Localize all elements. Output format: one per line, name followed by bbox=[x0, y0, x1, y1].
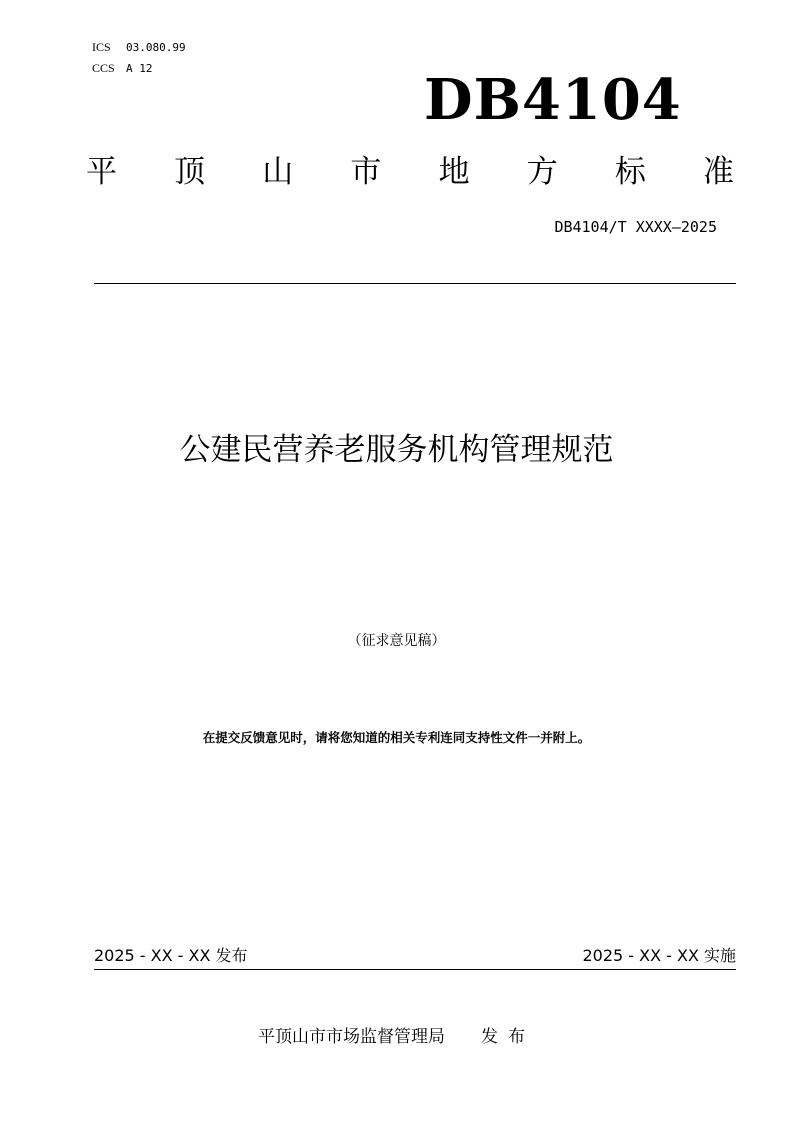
draft-status: （征求意见稿） bbox=[347, 633, 446, 649]
patent-notice: 在提交反馈意见时，请将您知道的相关专利连同支持性文件一并附上。 bbox=[202, 730, 591, 745]
issuer-line bbox=[0, 1024, 793, 1050]
standard-type-char: 市 bbox=[350, 154, 382, 190]
standard-type-char: 顶 bbox=[174, 154, 206, 190]
ics-line bbox=[92, 40, 186, 55]
ccs-value: A 12 bbox=[126, 62, 153, 75]
footer-divider bbox=[94, 969, 736, 970]
standard-number: DB4104/T XXXX—2025 bbox=[554, 218, 717, 236]
header-divider bbox=[94, 283, 736, 284]
ccs-label: CCS bbox=[92, 61, 115, 75]
ccs-line bbox=[92, 61, 153, 76]
standard-type-char: 方 bbox=[526, 154, 558, 190]
issue-word: 发布 bbox=[481, 1027, 535, 1047]
standard-type-char: 山 bbox=[262, 154, 294, 190]
standard-type-heading bbox=[86, 150, 734, 194]
standard-type-char: 标 bbox=[614, 154, 646, 190]
standard-type-char: 准 bbox=[702, 154, 734, 190]
standard-code-logo: DB4104 bbox=[424, 67, 682, 133]
issuer-name: 平顶山市市场监督管理局 bbox=[258, 1027, 445, 1047]
issue-date: 2025 - XX - XX 发布 bbox=[94, 946, 248, 965]
standard-type-char: 平 bbox=[86, 154, 117, 190]
implementation-date: 2025 - XX - XX 实施 bbox=[582, 946, 736, 965]
ics-value: 03.080.99 bbox=[126, 41, 186, 54]
document-title: 公建民营养老服务机构管理规范 bbox=[179, 432, 614, 468]
standard-type-char: 地 bbox=[438, 154, 470, 190]
ics-label: ICS bbox=[92, 40, 111, 54]
